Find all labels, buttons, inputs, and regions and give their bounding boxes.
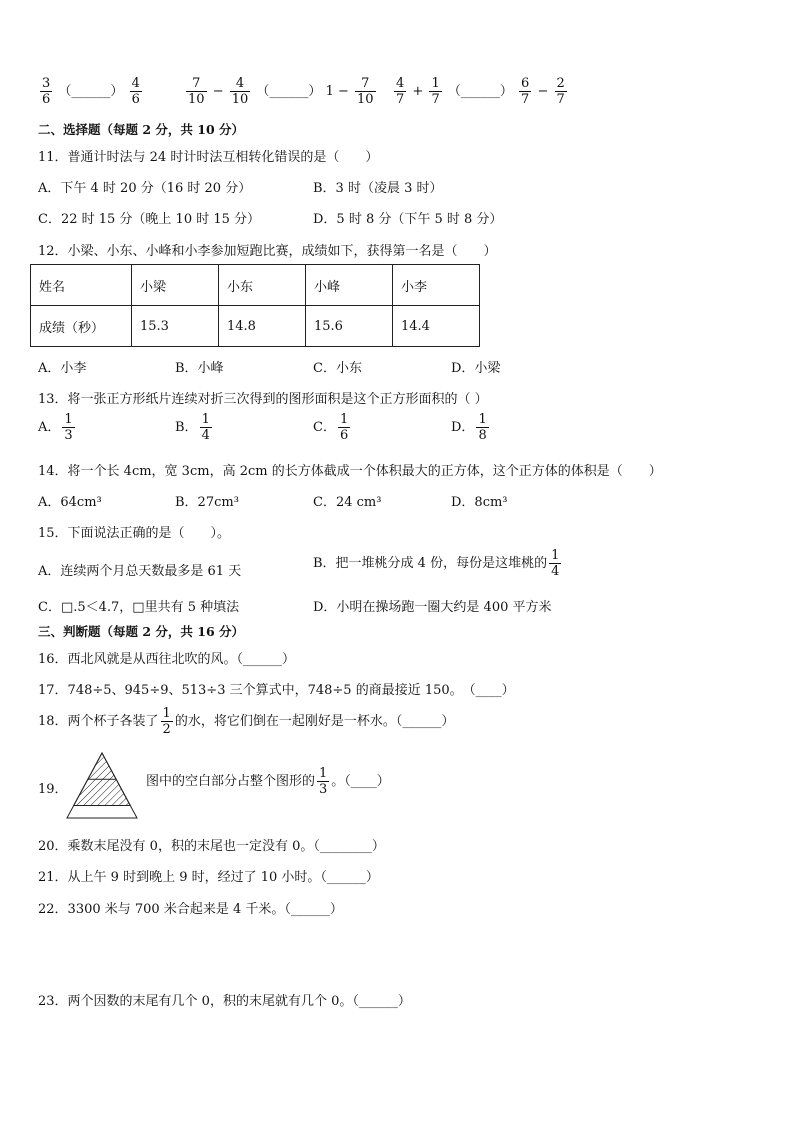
table-cell: 小梁 bbox=[132, 265, 219, 306]
fraction: $\frac{1}{8}$ bbox=[478, 412, 487, 443]
option-c[interactable]: C．22 时 15 分（晚上 10 时 15 分） bbox=[38, 212, 261, 227]
question-23: 23．两个因数的末尾有几个 0，积的末尾就有几个 0。（______） bbox=[38, 994, 411, 1009]
table-cell: 15.6 bbox=[306, 306, 393, 347]
question-19 bbox=[146, 766, 390, 797]
table-cell: 成绩（秒） bbox=[31, 306, 132, 347]
table-row bbox=[31, 306, 480, 347]
table-cell: 小东 bbox=[219, 265, 306, 306]
fraction: $\frac{1}{7}$ bbox=[431, 76, 440, 107]
option-c[interactable]: C．小东 bbox=[313, 361, 362, 376]
option-c[interactable]: C．24 cm³ bbox=[313, 495, 382, 510]
table-cell: 小李 bbox=[393, 265, 480, 306]
fraction: $\frac{4}{7}$ bbox=[396, 76, 405, 107]
question-21: 21．从上午 9 时到晚上 9 时，经过了 10 小时。（______） bbox=[38, 870, 379, 885]
section-title-judge: 三、判断题（每题 2 分，共 16 分） bbox=[38, 624, 245, 639]
table-cell: 14.4 bbox=[393, 306, 480, 347]
answer-blank[interactable]: （______） bbox=[58, 84, 124, 99]
option-d[interactable] bbox=[451, 412, 491, 443]
option-b[interactable]: B．小峰 bbox=[175, 361, 224, 376]
fraction: $\frac{1}{4}$ bbox=[551, 548, 560, 579]
fraction: $\frac{1}{4}$ bbox=[201, 412, 210, 443]
question-11: 11．普通计时法与 24 时计时法互相转化错误的是（ ） bbox=[38, 150, 379, 165]
option-a[interactable]: A．64cm³ bbox=[38, 495, 102, 510]
fraction: $\frac{1}{6}$ bbox=[339, 412, 349, 443]
option-b[interactable]: B．27cm³ bbox=[175, 495, 239, 510]
fraction: $\frac{4}{10}$ bbox=[231, 76, 249, 107]
table-cell: 15.3 bbox=[132, 306, 219, 347]
option-c[interactable]: C．□.5＜4.7，□里共有 5 种填法 bbox=[38, 600, 240, 615]
question-15: 15．下面说法正确的是（ ）。 bbox=[38, 526, 231, 541]
option-b[interactable]: B．3 时（凌晨 3 时） bbox=[313, 181, 443, 196]
question-13: 13．将一张正方形纸片连续对折三次得到的图形面积是这个正方形面积的（ ） bbox=[38, 392, 488, 407]
question-22: 22．3300 米与 700 米合起来是 4 千米。（______） bbox=[38, 902, 343, 917]
plus-sign: + bbox=[412, 84, 424, 99]
question-text: 图中的空白部分占整个图形的 bbox=[146, 774, 316, 789]
fraction: $\frac{6}{7}$ bbox=[521, 76, 530, 107]
table-row bbox=[31, 265, 480, 306]
table-cell: 姓名 bbox=[31, 265, 132, 306]
fraction: $\frac{1}{3}$ bbox=[319, 766, 328, 797]
question-text: 的水，将它们倒在一起刚好是一杯水。（______） bbox=[174, 714, 455, 729]
option-a[interactable]: A．小李 bbox=[38, 361, 87, 376]
table-cell: 小峰 bbox=[306, 265, 393, 306]
section-title-choice: 二、选择题（每题 2 分，共 10 分） bbox=[38, 122, 245, 137]
triangle-figure bbox=[66, 752, 138, 820]
fraction: $\frac{4}{6}$ bbox=[131, 76, 140, 107]
question-17: 17．748÷5、945÷9、513÷3 三个算式中，748÷5 的商最接近 150。 （____） bbox=[38, 683, 515, 698]
question-text: 。（____） bbox=[331, 774, 390, 789]
question-19-number: 19． bbox=[38, 782, 68, 797]
compare-b bbox=[184, 76, 378, 107]
compare-a bbox=[38, 76, 144, 107]
option-d[interactable]: D．小梁 bbox=[451, 361, 501, 376]
question-18 bbox=[38, 706, 454, 737]
table-cell: 14.8 bbox=[219, 306, 306, 347]
option-d[interactable]: D．8cm³ bbox=[451, 495, 508, 510]
fraction: $\frac{7}{10}$ bbox=[188, 76, 205, 107]
minus-sign: − bbox=[212, 84, 224, 99]
fraction: $\frac{7}{10}$ bbox=[357, 76, 374, 107]
question-12: 12．小梁、小东、小峰和小李参加短跑比赛，成绩如下，获得第一名是（ ） bbox=[38, 244, 497, 259]
question-text: 18．两个杯子各装了 bbox=[38, 714, 159, 729]
option-label: D． bbox=[451, 420, 475, 435]
option-b[interactable] bbox=[175, 412, 214, 443]
answer-blank[interactable]: （______） bbox=[447, 84, 513, 99]
fraction: $\frac{1}{2}$ bbox=[162, 706, 171, 737]
option-b[interactable] bbox=[313, 548, 563, 579]
option-a[interactable]: A．下午 4 时 20 分（16 时 20 分） bbox=[38, 181, 252, 196]
option-label: B． bbox=[175, 420, 198, 435]
fraction: $\frac{2}{7}$ bbox=[556, 76, 565, 107]
option-d[interactable]: D．小明在操场跑一圈大约是 400 平方米 bbox=[313, 600, 552, 615]
option-a[interactable] bbox=[38, 412, 77, 443]
option-label: C． bbox=[313, 420, 336, 435]
option-text: B．把一堆桃分成 4 份，每份是这堆桃的 bbox=[313, 556, 548, 571]
option-d[interactable]: D．5 时 8 分（下午 5 时 8 分） bbox=[313, 212, 503, 227]
question-16: 16．西北风就是从西往北吹的风。（______） bbox=[38, 652, 296, 667]
option-a[interactable]: A．连续两个月总天数最多是 61 天 bbox=[38, 564, 242, 579]
compare-c bbox=[392, 76, 569, 107]
fraction: $\frac{1}{3}$ bbox=[64, 412, 73, 443]
option-c[interactable] bbox=[313, 412, 352, 443]
option-label: A． bbox=[38, 420, 61, 435]
fraction: $\frac{3}{6}$ bbox=[42, 76, 51, 107]
answer-blank[interactable]: （______） bbox=[256, 84, 322, 99]
question-20: 20．乘数末尾没有 0，积的末尾也一定没有 0。（________） bbox=[38, 839, 385, 854]
minus-sign: − bbox=[537, 84, 549, 99]
question-14: 14．将一个长 4cm，宽 3cm，高 2cm 的长方体截成一个体积最大的正方体，这个正方体的体积是（ ） bbox=[38, 464, 662, 479]
score-table bbox=[30, 264, 480, 347]
one-minus: 1 − bbox=[325, 84, 349, 99]
